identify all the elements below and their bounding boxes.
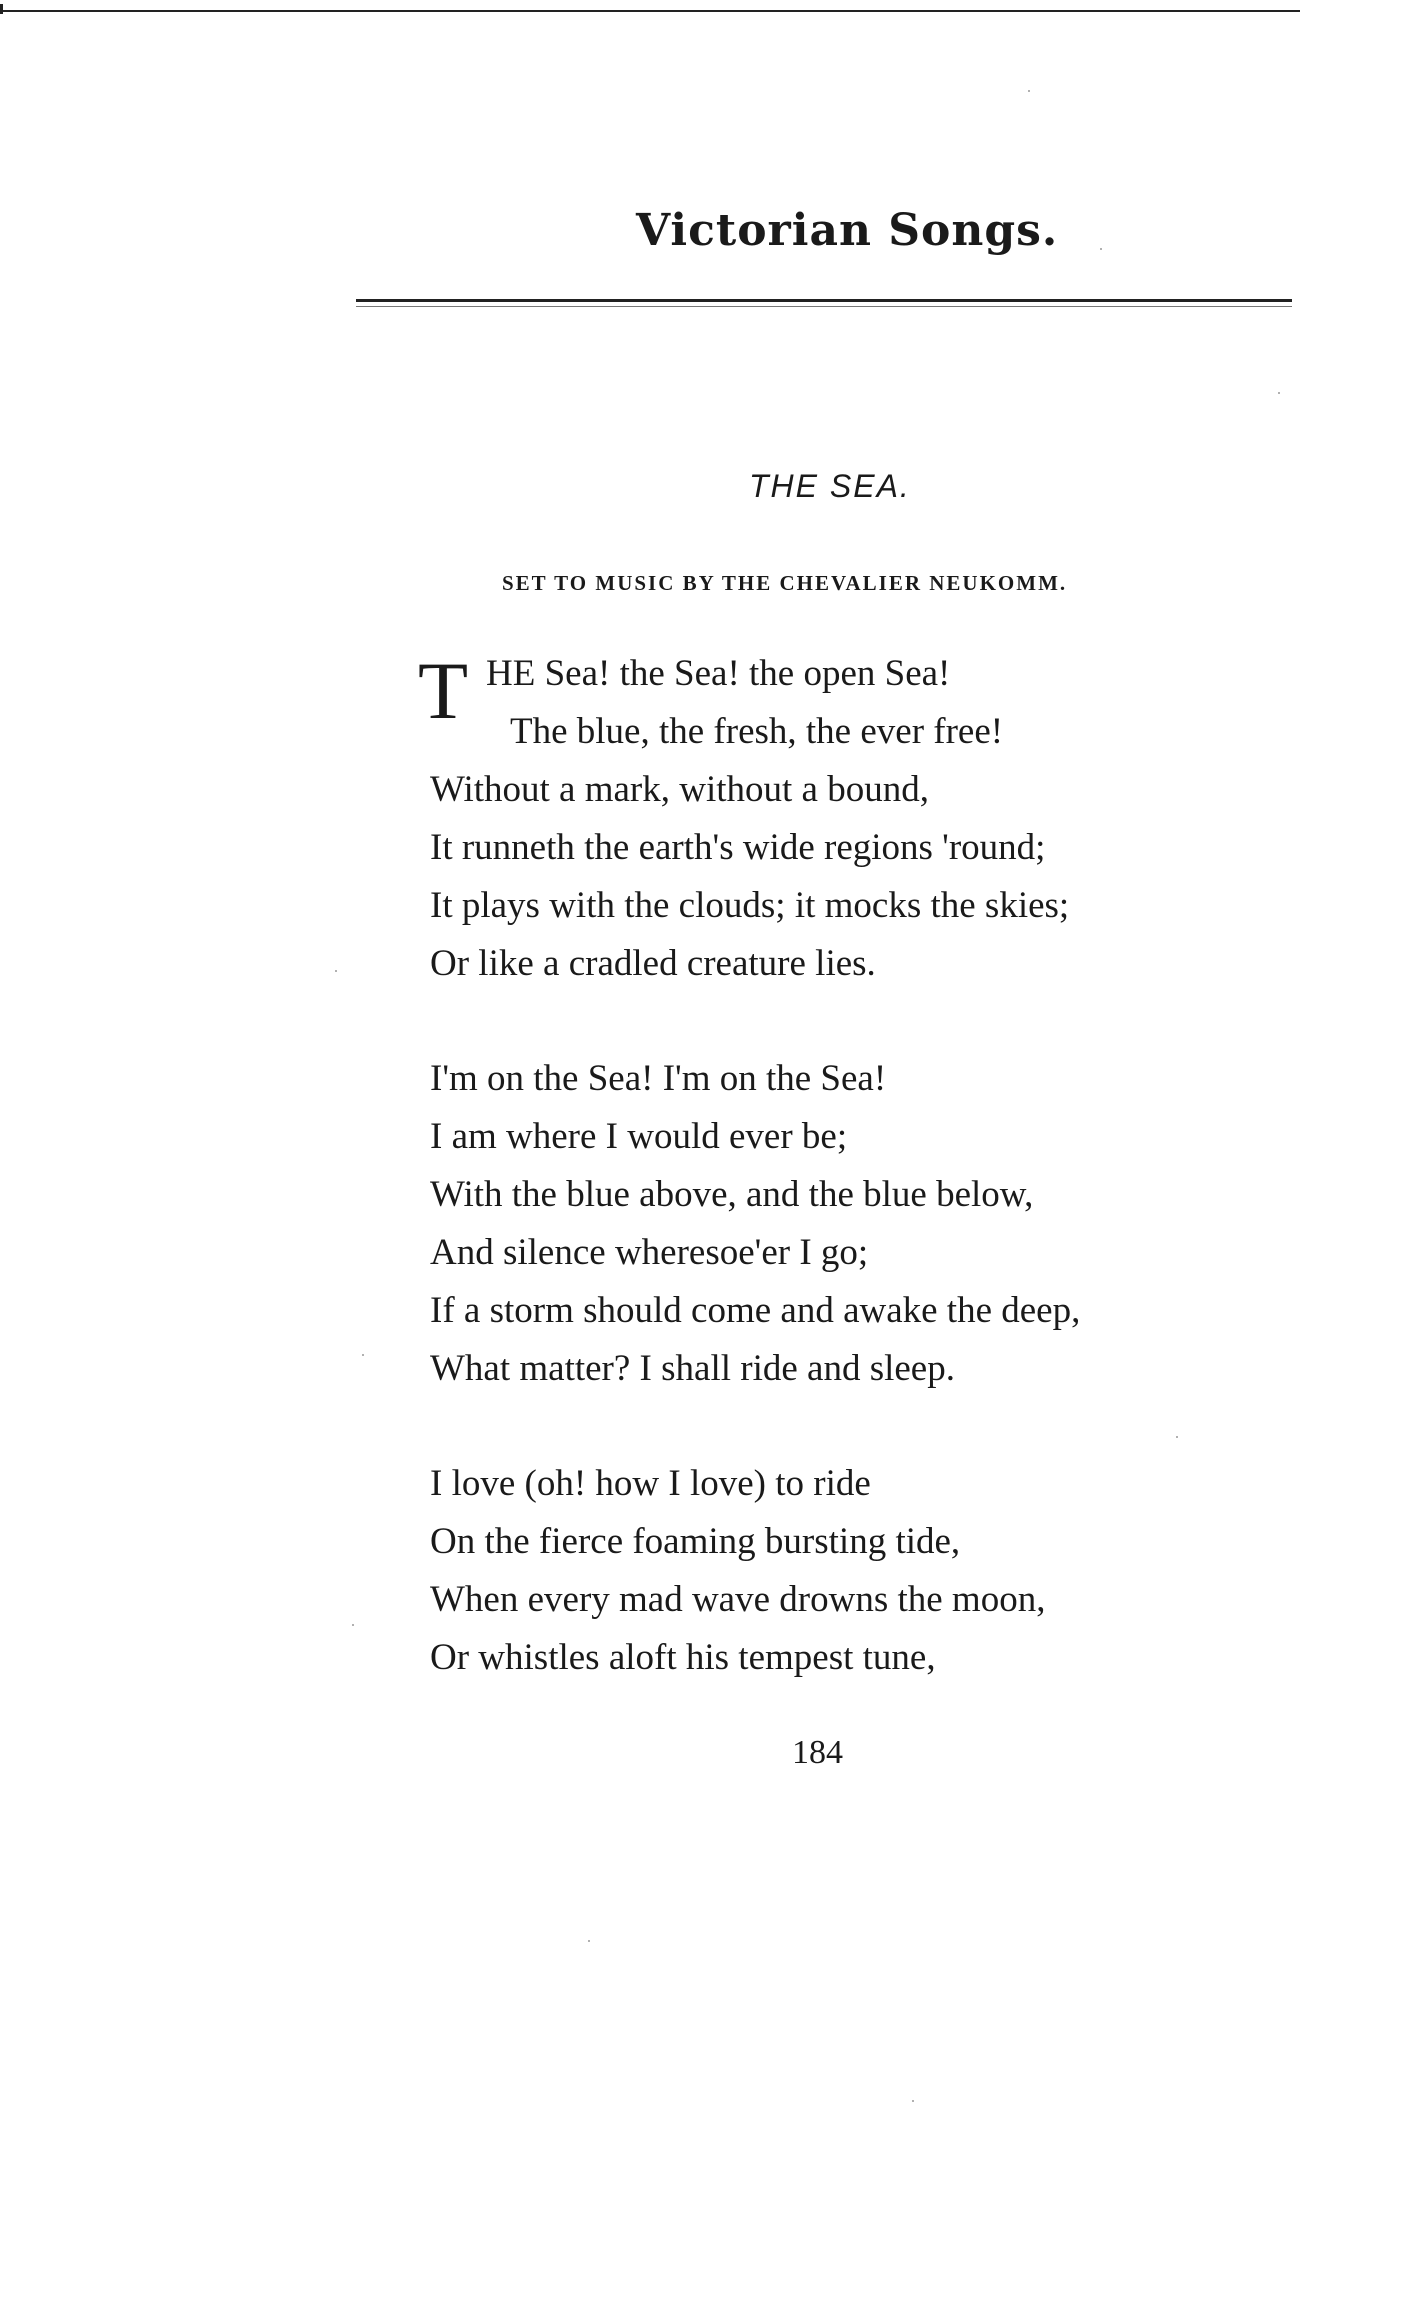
- verse-line-2: The blue, the fresh, the ever free!: [510, 711, 1004, 752]
- verse-line-10: And silence wheresoe'er I go;: [430, 1232, 869, 1273]
- verse-line-12: What matter? I shall ride and sleep.: [430, 1348, 955, 1389]
- verse-line-3: Without a mark, without a bound,: [430, 769, 929, 810]
- verse-line-8: I am where I would ever be;: [430, 1116, 848, 1157]
- verse-line-11: If a storm should come and awake the deep,: [430, 1290, 1081, 1331]
- verse-line-16: Or whistles aloft his tempest tune,: [430, 1637, 936, 1678]
- verse-line-5: It plays with the clouds; it mocks the skies;: [430, 885, 1070, 926]
- poem-subtitle: SET TO MUSIC BY THE CHEVALIER NEUKOMM.: [502, 571, 1068, 595]
- page-number: 184: [792, 1734, 843, 1771]
- verse-line-9: With the blue above, and the blue below,: [430, 1174, 1034, 1215]
- verse-line-1: HE Sea! the Sea! the open Sea!: [486, 653, 951, 694]
- header-rule: [356, 299, 1292, 302]
- paper-speck: [1278, 392, 1280, 394]
- paper-speck: [1176, 1436, 1178, 1438]
- top-rule: [0, 10, 1300, 12]
- poem-title: THE SEA.: [749, 468, 911, 504]
- verse-line-7: I'm on the Sea! I'm on the Sea!: [430, 1058, 887, 1099]
- verse-line-15: When every mad wave drowns the moon,: [430, 1579, 1046, 1620]
- paper-speck: [912, 2100, 914, 2102]
- drop-cap: T: [418, 645, 469, 736]
- verse-line-14: On the fierce foaming bursting tide,: [430, 1521, 961, 1562]
- verse-line-13: I love (oh! how I love) to ride: [430, 1463, 871, 1504]
- paper-speck: [362, 1354, 364, 1356]
- verse-line-6: Or like a cradled creature lies.: [430, 943, 876, 984]
- paper-speck: [588, 1940, 590, 1942]
- paper-speck: [1028, 90, 1030, 92]
- paper-speck: [352, 1624, 354, 1626]
- running-head: Victorian Songs.: [636, 205, 1059, 256]
- paper-speck: [335, 970, 337, 972]
- verse-line-4: It runneth the earth's wide regions 'round;: [430, 827, 1046, 868]
- paper-speck: [1100, 248, 1102, 250]
